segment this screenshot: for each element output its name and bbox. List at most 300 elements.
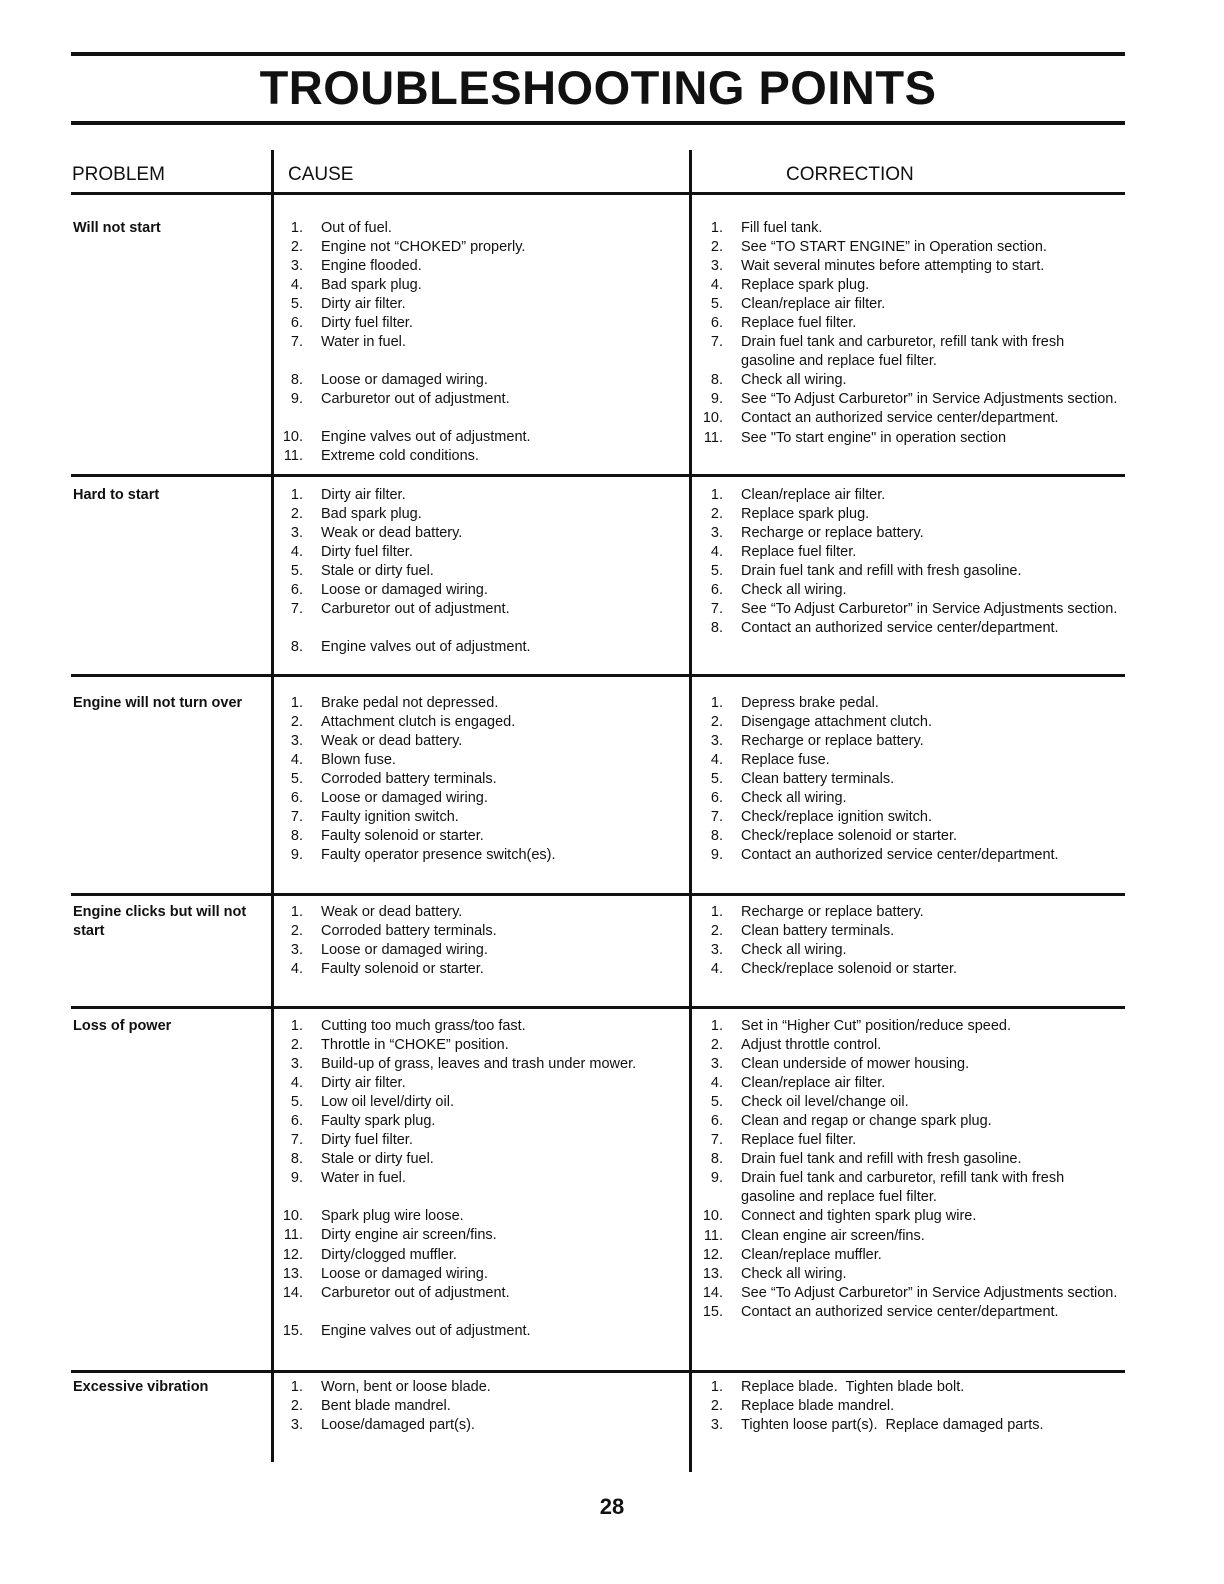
item-text: Cutting too much grass/too fast. [321,1018,526,1034]
item-text: Low oil level/dirty oil. [321,1094,454,1111]
item-text: Engine flooded. [321,258,422,275]
list-item [699,1055,1119,1074]
list-item [279,524,684,543]
item-text: Spark plug wire loose. [321,1208,464,1225]
item-text: Check all wiring. [741,1265,847,1282]
list-item [279,694,684,713]
list-item [699,751,1119,770]
item-text: Check/replace solenoid or starter. [741,961,957,978]
item-number: 1. [710,695,723,711]
item-number: 3. [710,258,723,275]
list-item [699,1131,1119,1150]
item-text: Replace fuel filter. [741,315,857,332]
item-number: 8. [290,639,303,656]
item-text: Weak or dead battery. [321,904,463,920]
list-item [279,846,684,865]
list-item [699,619,1119,638]
item-number: 3. [710,1417,723,1434]
list-item [279,1226,684,1245]
section-rule [71,674,1125,677]
list-item [699,371,1119,390]
item-number: 3. [290,1056,303,1073]
correction-column-divider [689,150,692,1472]
list-item [279,1017,684,1036]
item-text: Dirty engine air screen/fins. [321,1227,497,1244]
item-text: Dirty fuel filter. [321,1132,413,1149]
item-number: 4. [290,752,303,769]
item-number: 1. [710,220,723,236]
item-text: Clean engine air screen/fins. [741,1227,925,1244]
list-item [699,922,1119,941]
list-item [699,1397,1119,1416]
list-item [279,751,684,770]
item-number: 5. [290,1094,303,1111]
item-text: Contact an authorized service center/department. [741,1303,1059,1320]
item-number: 8. [710,620,723,637]
item-text: Dirty/clogged muffler. [321,1246,457,1263]
list-item [279,922,684,941]
item-text: Corroded battery terminals. [321,923,497,940]
item-text: See “TO START ENGINE” in Operation section. [741,239,1047,256]
list-item [699,1207,1119,1226]
item-text: Clean underside of mower housing. [741,1056,970,1073]
cause-list [279,219,684,467]
item-text: Attachment clutch is engaged. [321,714,516,731]
list-item [279,1416,684,1435]
item-number: 3. [290,1417,303,1434]
item-text: Brake pedal not depressed. [321,695,499,711]
item-text: Check all wiring. [741,790,847,807]
item-number: 1. [290,220,303,236]
item-number: 4. [710,961,723,978]
list-item [699,1303,1119,1322]
item-text: Dirty air filter. [321,296,406,313]
item-text: Check oil level/change oil. [741,1094,909,1111]
item-text: Loose or damaged wiring. [321,942,488,959]
list-item [279,1131,684,1150]
item-number: 7. [290,334,303,351]
problem-label: Excessive vibration [73,1379,209,1395]
item-number: 3. [290,942,303,959]
list-item [699,276,1119,295]
item-number: 6. [290,790,303,807]
item-text: Dirty air filter. [321,487,406,503]
item-text: Check/replace ignition switch. [741,809,933,826]
item-text: Bad spark plug. [321,277,422,294]
list-item [279,1169,684,1188]
item-number: 13. [282,1265,303,1282]
item-number: 4. [290,961,303,978]
list-item [279,732,684,751]
item-text: Drain fuel tank and carburetor, refill tank with fresh gasoline and replace fuel filter. [741,334,1065,370]
item-number: 4. [290,544,303,561]
item-text: Clean battery terminals. [741,771,895,788]
item-text: Throttle in “CHOKE” position. [321,1037,509,1054]
list-item [279,713,684,732]
list-item [279,1074,684,1093]
list-item [699,846,1119,865]
item-text: Water in fuel. [321,1170,406,1187]
item-number: 4. [710,752,723,769]
list-item [699,1150,1119,1169]
section-rule [71,192,1125,195]
list-item [279,1265,684,1284]
correction-column-header: CORRECTION [786,164,914,185]
item-number: 11. [703,429,723,446]
item-number: 10. [702,1208,723,1225]
item-number: 6. [710,790,723,807]
list-item [279,371,684,390]
item-number: 5. [290,563,303,580]
item-number: 1. [290,904,303,920]
item-number: 2. [710,1037,723,1054]
item-text: Dirty air filter. [321,1075,406,1092]
correction-list [699,1017,1119,1322]
item-number: 2. [710,239,723,256]
item-text: Carburetor out of adjustment. [321,1284,510,1301]
item-number: 7. [290,601,303,618]
item-number: 2. [710,923,723,940]
item-number: 10. [282,1208,303,1225]
item-number: 10. [702,410,723,427]
item-number: 9. [290,391,303,408]
item-number: 7. [710,1132,723,1149]
item-number: 1. [290,1018,303,1034]
item-number: 7. [290,1132,303,1149]
item-number: 3. [290,733,303,750]
item-number: 8. [290,828,303,845]
list-item [699,486,1119,505]
item-number: 4. [710,544,723,561]
item-number: 8. [710,828,723,845]
item-number: 4. [290,277,303,294]
item-text: Engine not “CHOKED” properly. [321,239,526,256]
list-item [699,1284,1119,1303]
list-item [279,1055,684,1074]
item-number: 2. [290,239,303,256]
item-number: 2. [290,506,303,523]
list-item [699,1036,1119,1055]
item-number: 6. [710,315,723,332]
item-number: 3. [290,525,303,542]
cause-list [279,903,684,979]
problem-label: Engine will not turn over [73,695,243,711]
list-item [699,713,1119,732]
list-item [699,960,1119,979]
item-text: Out of fuel. [321,220,392,236]
item-text: Corroded battery terminals. [321,771,497,788]
list-item [279,789,684,808]
list-item [279,390,684,409]
list-item [699,581,1119,600]
item-number: 2. [290,923,303,940]
list-item [279,1284,684,1303]
title-bottom-rule [71,121,1125,125]
list-item [279,1378,684,1397]
item-number: 6. [290,1113,303,1130]
item-number: 9. [290,847,303,864]
correction-list [699,1378,1119,1435]
item-text: Build-up of grass, leaves and trash under mower. [321,1056,637,1073]
item-text: Fill fuel tank. [741,220,823,236]
list-item [699,219,1119,238]
list-item [279,1150,684,1169]
item-text: Extreme cold conditions. [321,448,479,465]
cause-list [279,1378,684,1435]
item-number: 1. [710,1018,723,1034]
item-number: 8. [290,372,303,389]
list-item [699,314,1119,333]
list-item [279,1112,684,1131]
item-number: 2. [710,506,723,523]
item-text: Tighten loose part(s). Replace damaged parts. [741,1417,1044,1434]
item-text: Bent blade mandrel. [321,1398,451,1415]
list-item [279,808,684,827]
item-text: Loose or damaged wiring. [321,1265,488,1282]
list-item [279,276,684,295]
item-text: Carburetor out of adjustment. [321,391,510,408]
item-text: Replace spark plug. [741,277,870,294]
item-text: Faulty operator presence switch(es). [321,847,556,864]
item-number: 11. [703,1227,723,1244]
page-number: 28 [599,1494,625,1519]
item-number: 8. [710,372,723,389]
item-text: Engine valves out of adjustment. [321,429,531,446]
list-item [279,827,684,846]
item-text: Weak or dead battery. [321,733,463,750]
correction-list [699,694,1119,865]
correction-list [699,486,1119,638]
item-number: 14. [702,1284,723,1301]
list-item [279,600,684,619]
item-text: See "To start engine" in operation section [741,429,1007,446]
list-item [279,638,684,657]
list-item [699,295,1119,314]
item-text: Stale or dirty fuel. [321,563,434,580]
item-number: 1. [290,487,303,503]
item-text: Loose/damaged part(s). [321,1417,475,1434]
item-text: Contact an authorized service center/department. [741,847,1059,864]
item-number: 2. [710,1398,723,1415]
list-item [279,1036,684,1055]
item-text: Replace spark plug. [741,506,870,523]
item-text: Drain fuel tank and carburetor, refill tank with fresh gasoline and replace fuel filter. [741,1170,1065,1206]
list-item [699,390,1119,409]
list-item [699,1378,1119,1397]
item-text: Loose or damaged wiring. [321,372,488,389]
item-text: Faulty solenoid or starter. [321,828,484,845]
problem-label: Loss of power [73,1018,172,1034]
section-rule [71,474,1125,477]
item-number: 5. [290,771,303,788]
item-number: 11. [283,1227,303,1244]
list-item [279,238,684,257]
list-item [279,333,684,352]
item-number: 2. [290,1398,303,1415]
item-text: Disengage attachment clutch. [741,714,933,731]
cause-list [279,1017,684,1341]
list-item [699,903,1119,922]
item-number: 4. [290,1075,303,1092]
list-item [279,219,684,238]
list-item [699,1169,1119,1207]
list-item [699,1416,1119,1435]
item-text: Faulty solenoid or starter. [321,961,484,978]
list-item [279,1322,684,1341]
list-item [279,1093,684,1112]
item-text: Dirty fuel filter. [321,544,413,561]
item-text: Adjust throttle control. [741,1037,882,1054]
list-item [279,960,684,979]
item-text: Faulty spark plug. [321,1113,436,1130]
item-number: 1. [290,1379,303,1395]
item-number: 9. [710,391,723,408]
item-text: Carburetor out of adjustment. [321,601,510,618]
item-number: 5. [710,296,723,313]
list-item [279,428,684,447]
item-text: Wait several minutes before attempting to start. [741,258,1045,275]
item-text: Drain fuel tank and refill with fresh gasoline. [741,1151,1022,1168]
list-item [699,770,1119,789]
item-number: 15. [702,1303,723,1320]
item-text: Bad spark plug. [321,506,422,523]
item-number: 6. [290,582,303,599]
item-number: 8. [710,1151,723,1168]
problem-label: Will not start [73,220,161,236]
list-item [699,409,1119,428]
item-text: Clean and regap or change spark plug. [741,1113,992,1130]
item-text: Check all wiring. [741,582,847,599]
item-text: Check/replace solenoid or starter. [741,828,957,845]
item-text: Recharge or replace battery. [741,525,924,542]
item-text: Clean battery terminals. [741,923,895,940]
item-text: Engine valves out of adjustment. [321,639,531,656]
item-text: Set in “Higher Cut” position/reduce speed. [741,1018,1012,1034]
item-number: 12. [702,1246,723,1263]
cause-column-header: CAUSE [288,164,354,185]
item-number: 6. [290,315,303,332]
item-number: 1. [290,695,303,711]
item-text: Loose or damaged wiring. [321,582,488,599]
list-item [279,543,684,562]
item-text: Recharge or replace battery. [741,733,924,750]
item-text: Contact an authorized service center/department. [741,410,1059,427]
page-title: TROUBLESHOOTING POINTS [259,61,937,114]
item-text: Drain fuel tank and refill with fresh gasoline. [741,563,1022,580]
item-text: Replace fuse. [741,752,830,769]
list-item [279,314,684,333]
item-number: 9. [710,847,723,864]
list-item [699,333,1119,371]
item-number: 7. [710,809,723,826]
item-number: 15. [282,1322,303,1339]
item-text: See “To Adjust Carburetor” in Service Adjustments section. [741,601,1118,618]
item-number: 11. [283,448,303,465]
cause-list [279,486,684,657]
item-text: Replace fuel filter. [741,1132,857,1149]
item-number: 6. [710,582,723,599]
list-item [699,562,1119,581]
item-text: Clean/replace air filter. [741,296,886,313]
item-text: Blown fuse. [321,752,396,769]
item-number: 9. [710,1170,723,1187]
list-item [279,941,684,960]
list-item [279,1397,684,1416]
item-text: Water in fuel. [321,334,406,351]
list-item [279,295,684,314]
list-item [279,1207,684,1226]
list-item [699,543,1119,562]
title-top-rule [71,52,1125,56]
list-item [699,789,1119,808]
list-item [699,732,1119,751]
item-text: Replace blade. Tighten blade bolt. [741,1379,965,1395]
item-text: Faulty ignition switch. [321,809,459,826]
list-item [699,257,1119,276]
item-text: Engine valves out of adjustment. [321,1322,531,1339]
list-item [699,238,1119,257]
item-number: 7. [710,601,723,618]
item-number: 14. [282,1284,303,1301]
item-text: Contact an authorized service center/department. [741,620,1059,637]
list-item [699,1093,1119,1112]
list-item [699,941,1119,960]
item-number: 1. [710,904,723,920]
list-item [279,903,684,922]
item-number: 2. [290,714,303,731]
list-item [699,524,1119,543]
item-text: Dirty fuel filter. [321,315,413,332]
item-text: See “To Adjust Carburetor” in Service Adjustments section. [741,391,1118,408]
item-text: Loose or damaged wiring. [321,790,488,807]
item-number: 3. [710,942,723,959]
list-item [279,486,684,505]
list-item [279,562,684,581]
problem-label: Hard to start [73,487,160,503]
item-number: 2. [290,1037,303,1054]
item-text: Weak or dead battery. [321,525,463,542]
item-number: 9. [290,1170,303,1187]
list-item [279,447,684,466]
item-number: 5. [710,563,723,580]
list-item [699,827,1119,846]
item-number: 4. [710,277,723,294]
item-text: Depress brake pedal. [741,695,879,711]
item-text: Clean/replace muffler. [741,1246,882,1263]
list-item [699,429,1119,448]
item-number: 7. [290,809,303,826]
item-text: Stale or dirty fuel. [321,1151,434,1168]
item-number: 8. [290,1151,303,1168]
item-number: 10. [282,429,303,446]
list-item [279,1246,684,1265]
item-text: Connect and tighten spark plug wire. [741,1208,977,1225]
item-text: Worn, bent or loose blade. [321,1379,491,1395]
cause-list [279,694,684,865]
list-item [279,257,684,276]
correction-list [699,219,1119,448]
item-number: 3. [290,258,303,275]
item-number: 4. [710,1075,723,1092]
list-item [279,581,684,600]
item-number: 12. [282,1246,303,1263]
item-number: 3. [710,1056,723,1073]
item-text: Clean/replace air filter. [741,1075,886,1092]
item-number: 5. [290,296,303,313]
item-number: 3. [710,525,723,542]
item-text: Check all wiring. [741,372,847,389]
list-item [699,1265,1119,1284]
